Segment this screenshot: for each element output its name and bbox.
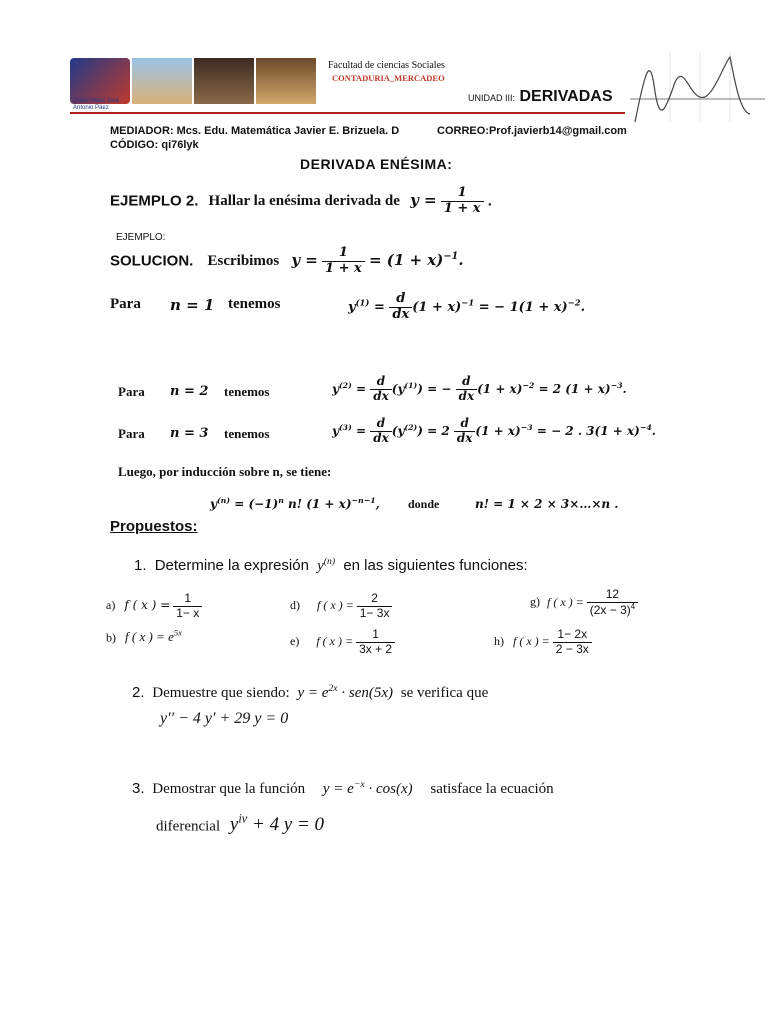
header-divider [70,112,625,114]
problem-1: 1. Determine la expresión $y^{(n)}$ en las siguientes funciones: [134,556,528,574]
example-label: EJEMPLO 2. [110,192,199,210]
proposed-heading: Propuestos: [110,518,198,535]
problem-3-line2: diferencial $y^{iv} + 4$ y = 0 [156,812,325,836]
campus-photo-3 [256,58,316,104]
formula-general: $y^{(n)} = (-1)^n$ n! $(1 + x)^{-n-1}$, [210,496,380,511]
campus-photo-1 [132,58,192,104]
item-e: e) f ( x ) = $\frac{1}{3x + 2}$ [290,628,395,657]
induction-text: Luego, por inducción sobre n, se tiene: [118,464,332,479]
problem-1-number: 1. [134,557,147,574]
page-title: DERIVADA ENÉSIMA: [300,156,453,172]
problem-2-equation: y′′ − 4 y′ + 29 y = 0 [160,710,289,727]
step-n1: Para n = 1 tenemos [110,296,281,314]
email-line: CORREO:Prof.javierb14@gmail.com [437,125,627,137]
step-n2: Para n = 2 tenemos [118,384,270,399]
function-graph-image [630,52,765,122]
item-a: a) f ( x ) = $\frac{1}{1- x}$ [106,592,202,621]
factorial-def: n! = 1 × 2 × 3×…×n . [475,497,619,511]
problem-3: 3. Demostrar que la función $y = e^{-x} \cdot \cos(x)$ satisface la ecuación [132,779,554,797]
example-2-statement: EJEMPLO 2. Hallar la enésima derivada de y = $\frac{1}{1 + x}$ . [110,185,492,216]
formula-n2: $y^{(2)}$ = $\frac{d}{dx}$ $(y^{(1)})$ = − $\frac{d}{dx}$ $(1 + x)^{-2} = 2$ $(1 + x)^{-3}$. [332,374,627,403]
example-small-label: EJEMPLO: [116,232,166,243]
mediator-line: MEDIADOR: Mcs. Edu. Matemática Javier E. Brizuela. D [110,125,400,137]
problem-3-number: 3. [132,780,145,797]
university-caption: Universidad José Antonio Páez [73,98,120,111]
solution-label: SOLUCION. [110,252,194,270]
code-value: qi76lyk [161,139,199,151]
unit-name: DERIVADAS [519,88,613,105]
program-name: CONTADURIA_MERCADEO [332,73,445,83]
example-text: Hallar la enésima derivada de [208,193,400,210]
formula-n1: $y^{(1)}$ = $\frac{d}{dx}$ $(1 + x)^{-1}$ = − $1(1 + x)^{-2}$. [348,291,586,322]
item-h: h) f ( x ) = $\frac{1- 2x}{2 - 3x}$ [494,628,592,657]
item-d: d) f ( x ) = $\frac{2}{1- 3x}$ [290,592,392,621]
code-line [110,139,199,151]
campus-photo-2 [194,58,254,104]
donde-text: donde [408,497,440,511]
problem-2-number: 2. [132,684,145,701]
unit-title [468,88,613,106]
writes-text: Escribimos [207,253,280,270]
solution-line: SOLUCION. Escribimos y = $\frac{1}{1 + x}$ = $(1 + x)^{-1}$. [110,245,464,276]
code-label: CÓDIGO: [110,139,159,151]
step-n3: Para n = 3 tenemos [118,426,270,441]
faculty-name: Facultad de ciencias Sociales [328,60,445,71]
problem-2: 2. Demuestre que siendo: $y = e^{2x} \cdot sen(5x)$ se verifica que [132,683,489,701]
formula-n3: $y^{(3)}$ = $\frac{d}{dx}$ $(y^{(2)}) = 2$ $\frac{d}{dx}$ $(1 + x)^{-3}$ = − 2 . $3(1 + x)^{-4}$. [332,416,656,445]
item-g: g) f ( x ) = $\frac{12}{(2x - 3)^4}$ [530,588,638,618]
item-b: b) f ( x ) = $e^{5x}$ [106,628,182,645]
unit-prefix: UNIDAD III: [468,93,516,103]
